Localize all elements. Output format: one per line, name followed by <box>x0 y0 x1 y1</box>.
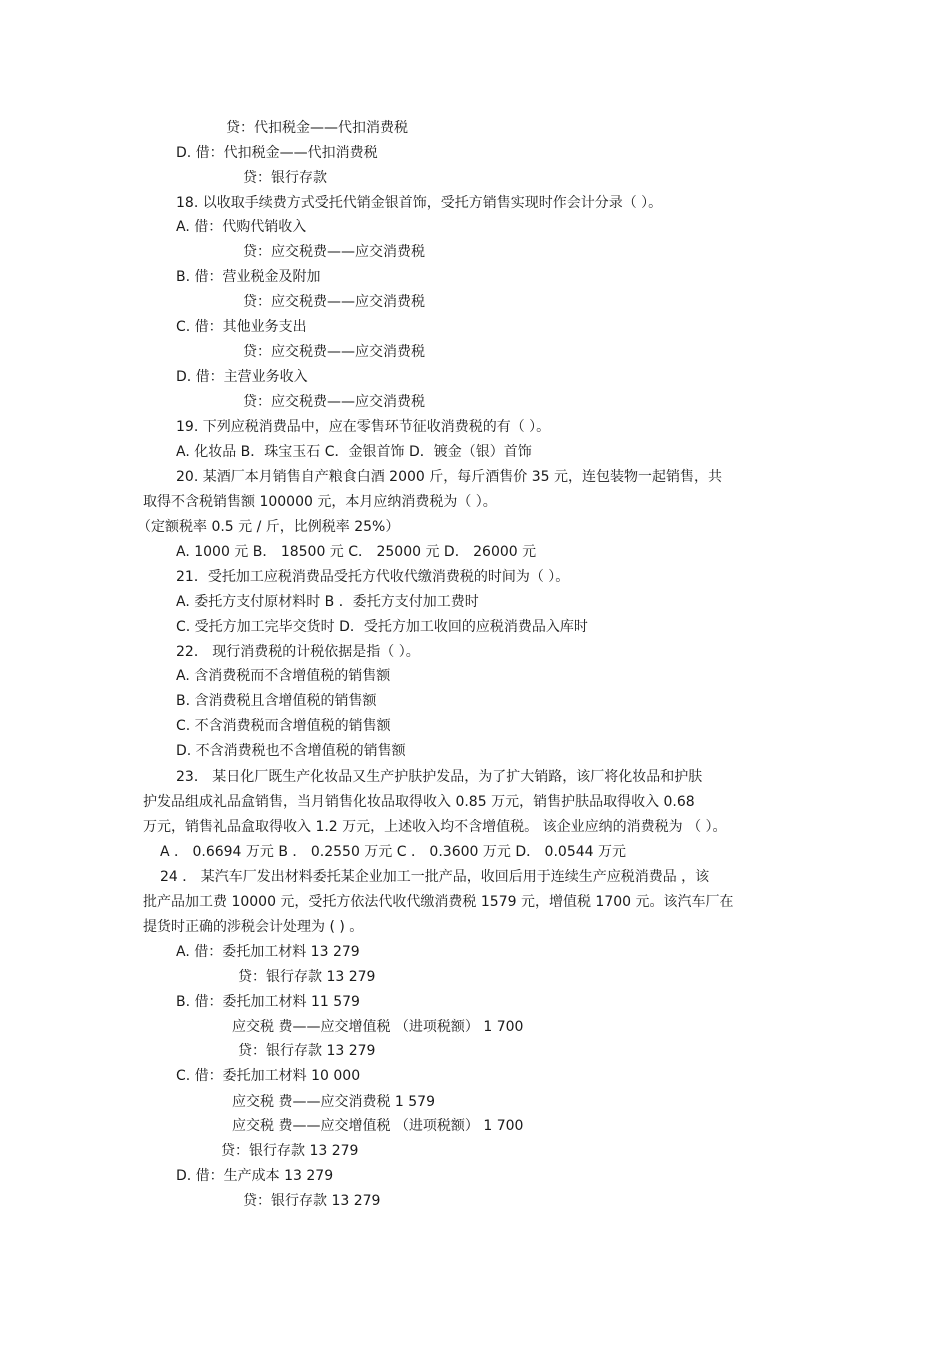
text-line: 贷：应交税费——应交消费税 <box>243 244 425 260</box>
text-line: 提货时正确的涉税会计处理为 ( ) 。 <box>143 919 364 935</box>
text-line: 贷：银行存款 <box>243 170 327 186</box>
text-line: 应交税 费——应交消费税 1 579 <box>232 1094 435 1110</box>
text-line: 贷：银行存款 13 279 <box>221 1143 359 1159</box>
text-line: 18. 以收取手续费方式受托代销金银首饰，受托方销售实现时作会计分录（ ）。 <box>176 195 663 211</box>
text-line: A. 1000 元 B． 18500 元 C． 25000 元 D． 26000 元 <box>176 544 537 560</box>
text-line: A. 借：代购代销收入 <box>176 219 307 235</box>
text-line: 应交税 费——应交增值税 （进项税额） 1 700 <box>232 1118 524 1134</box>
text-line: B. 含消费税且含增值税的销售额 <box>176 693 377 709</box>
text-line: C. 借：委托加工材料 10 000 <box>176 1068 361 1084</box>
text-line: A ． 0.6694 万元 B ． 0.2550 万元 C ． 0.3600 万元 D． 0.0544 万元 <box>160 844 626 860</box>
text-line: 批产品加工费 10000 元，受托方依法代收代缴消费税 1579 元，增值税 1700 元。该汽车厂在 <box>143 894 734 910</box>
text-line: 贷：银行存款 13 279 <box>243 1193 381 1209</box>
text-line: 20. 某酒厂本月销售自产粮食白酒 2000 斤，每斤酒售价 35 元，连包装物一起销售，共 <box>176 469 722 485</box>
text-line: 贷：银行存款 13 279 <box>238 1043 376 1059</box>
text-line: A. 借：委托加工材料 13 279 <box>176 944 360 960</box>
text-line: D. 借：生产成本 13 279 <box>176 1168 334 1184</box>
text-line: 23． 某日化厂既生产化妆品又生产护肤护发品，为了扩大销路，该厂将化妆品和护肤 <box>176 769 703 785</box>
text-line: C. 借：其他业务支出 <box>176 319 307 335</box>
text-line: B. 借：营业税金及附加 <box>176 269 321 285</box>
text-line: C. 不含消费税而含增值税的销售额 <box>176 718 391 734</box>
text-line: 贷：应交税费——应交消费税 <box>243 294 425 310</box>
text-line: 贷：代扣税金——代扣消费税 <box>226 120 408 136</box>
text-line: 22． 现行消费税的计税依据是指（ ）。 <box>176 644 420 660</box>
text-line: A. 化妆品 B．珠宝玉石 C．金银首饰 D．镀金（银）首饰 <box>176 444 532 460</box>
text-line: （定额税率 0.5 元 / 斤，比例税率 25%） <box>137 519 400 535</box>
text-line: 贷：应交税费——应交消费税 <box>243 394 425 410</box>
text-line: 21．受托加工应税消费品受托方代收代缴消费税的时间为（ ）。 <box>176 569 570 585</box>
text-line: 万元，销售礼品盒取得收入 1.2 万元，上述收入均不含增值税。 该企业应纳的消费税为 （ ）。 <box>143 819 727 835</box>
text-line: 取得不含税销售额 100000 元，本月应纳消费税为（ ）。 <box>143 494 497 510</box>
text-line: D. 不含消费税也不含增值税的销售额 <box>176 743 406 759</box>
text-line: A. 委托方支付原材料时 B ．委托方支付加工费时 <box>176 594 479 610</box>
text-line: D. 借：代扣税金——代扣消费税 <box>176 145 378 161</box>
text-line: 护发品组成礼品盒销售，当月销售化妆品取得收入 0.85 万元，销售护肤品取得收入 0.68 <box>143 794 695 810</box>
text-line: 19. 下列应税消费品中，应在零售环节征收消费税的有（ ）。 <box>176 419 551 435</box>
text-line: A. 含消费税而不含增值税的销售额 <box>176 668 391 684</box>
text-line: 贷：银行存款 13 279 <box>238 969 376 985</box>
text-line: 应交税 费——应交增值税 （进项税额） 1 700 <box>232 1019 524 1035</box>
text-line: D. 借：主营业务收入 <box>176 369 308 385</box>
text-line: C. 受托方加工完毕交货时 D．受托方加工收回的应税消费品入库时 <box>176 619 588 635</box>
text-line: 贷：应交税费——应交消费税 <box>243 344 425 360</box>
text-line: 24 ． 某汽车厂发出材料委托某企业加工一批产品，收回后用于连续生产应税消费品 ，该 <box>160 869 710 885</box>
text-line: B. 借：委托加工材料 11 579 <box>176 994 360 1010</box>
